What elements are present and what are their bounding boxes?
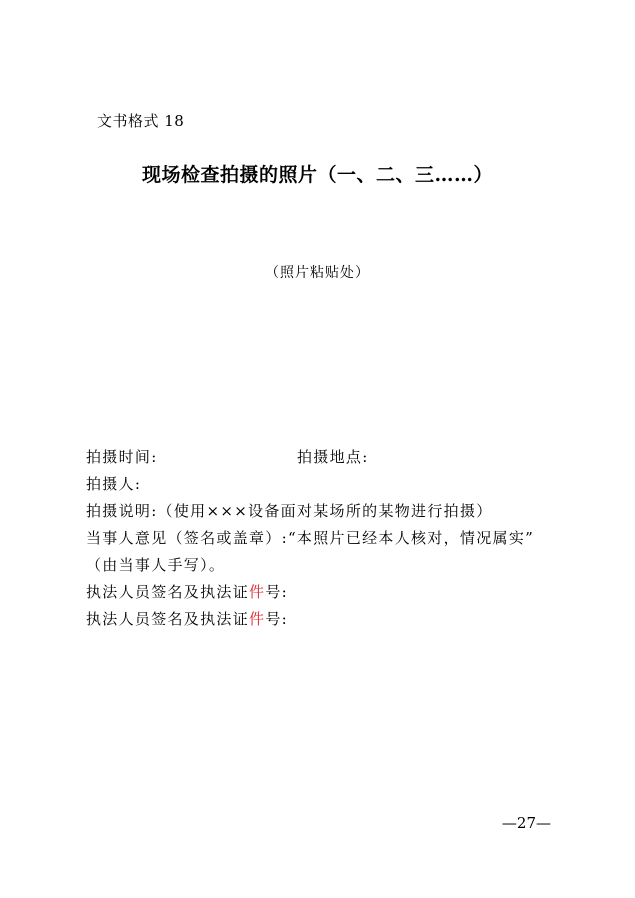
party-opinion-note: （由当事人手写）。 [86,556,226,574]
photo-placeholder: （照片粘贴处） [265,265,370,281]
page-number: —27— [501,814,551,832]
description-label: 拍摄说明:（使用×××设备面对某场所的某物进行拍摄） [86,502,493,520]
officer-signature-2 [86,606,566,633]
officer-signature-1-suffix: 号: [265,583,288,601]
officer-signature-2-prefix: 执法人员签名及执法证 [86,610,250,628]
page-title: 现场检查拍摄的照片（一、二、三……） [141,164,493,186]
shooting-location-label: 拍摄地点: [297,448,369,466]
officer-signature-1-prefix: 执法人员签名及执法证 [86,583,250,601]
officer-signature-2-highlight: 件 [249,610,266,628]
doc-format-label: 文书格式 18 [97,112,185,130]
officer-signature-1-highlight: 件 [249,583,266,601]
party-opinion-label: 当事人意见（签名或盖章）:“本照片已经本人核对，情况属实” [86,529,535,547]
shooting-time-label: 拍摄时间: [86,448,158,466]
photographer-label: 拍摄人: [86,475,142,493]
time-location-row [86,444,566,471]
officer-signature-1 [86,579,566,606]
form-fields [86,444,566,633]
officer-signature-2-suffix: 号: [265,610,288,628]
